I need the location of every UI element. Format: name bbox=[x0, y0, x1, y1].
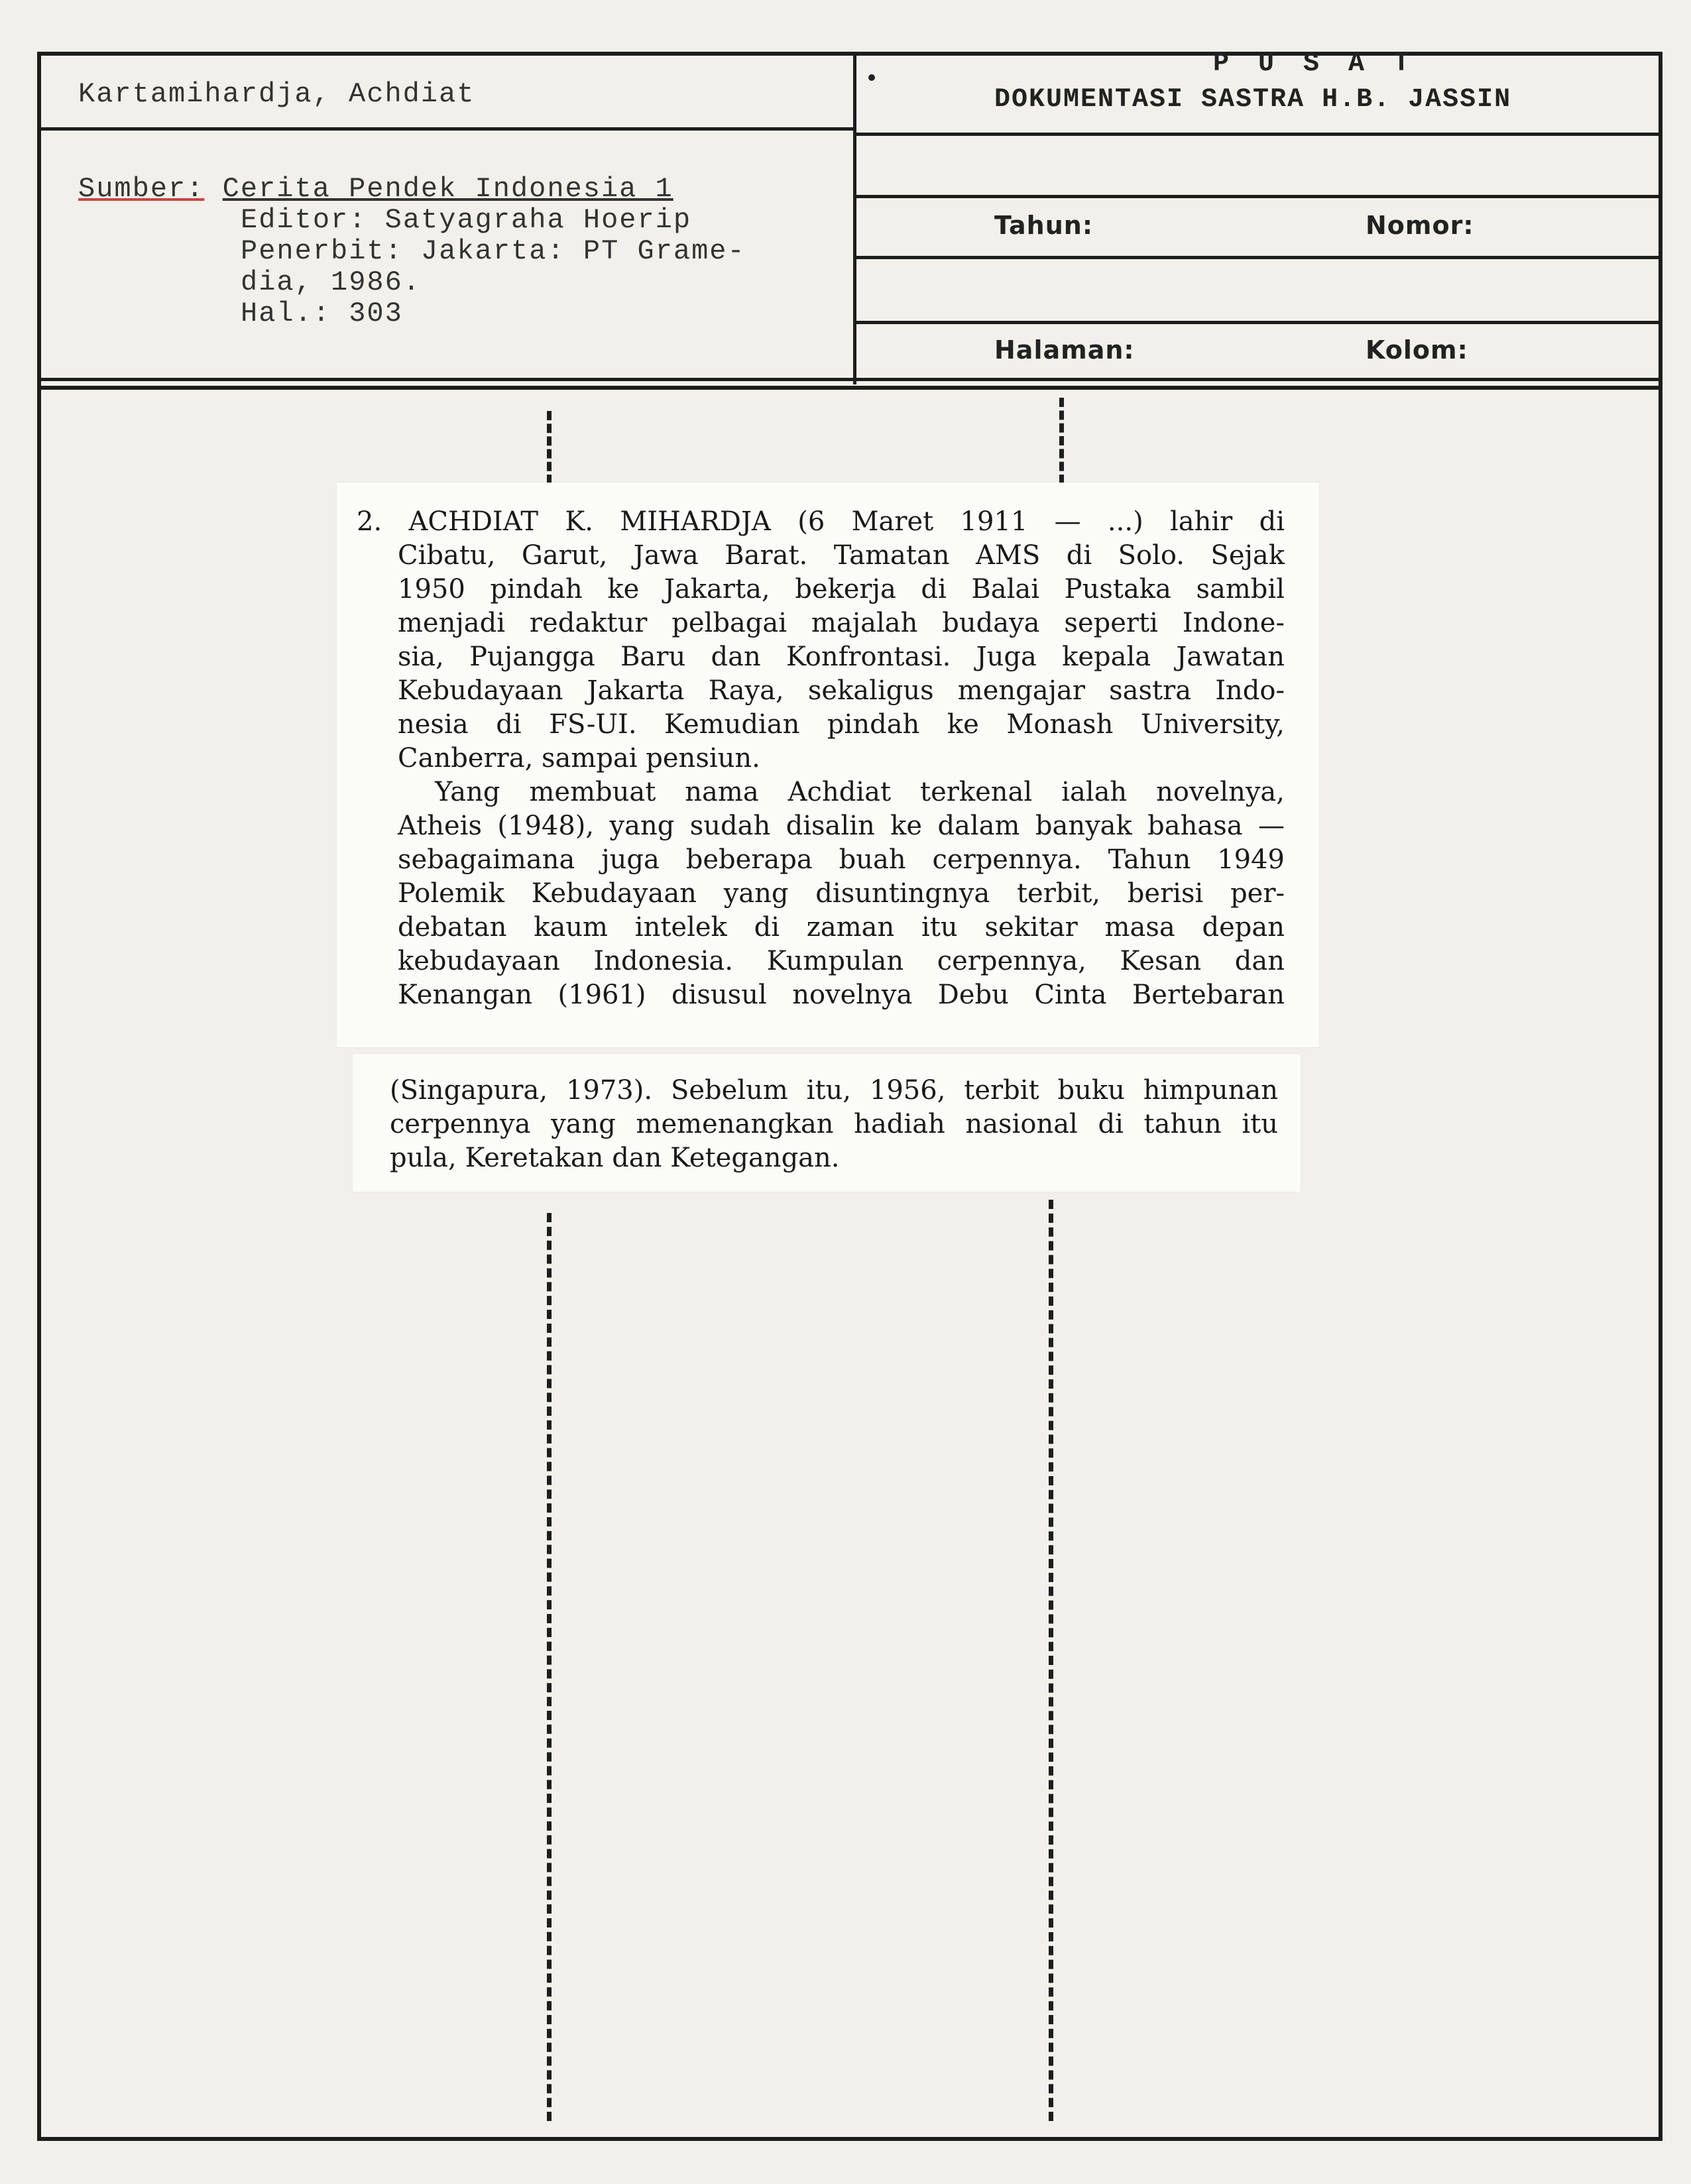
source-publisher-2: dia, 1986. bbox=[241, 266, 422, 298]
clipping-text-1 bbox=[357, 505, 1285, 1012]
clip-line: Kenangan (1961) disusul novelnya Debu Cinta Bertebaran bbox=[398, 980, 1285, 1010]
column-guide-left-top bbox=[547, 411, 556, 484]
field-nomor: Nomor: bbox=[1366, 211, 1474, 240]
source-pages: Hal.: 303 bbox=[241, 298, 403, 329]
clip-line: (Singapura, 1973). Sebelum itu, 1956, terbit buku himpunan bbox=[390, 1075, 1278, 1106]
clip-line: Yang membuat nama Achdiat terkenal ialah novelnya, bbox=[435, 777, 1285, 807]
field-halaman: Halaman: bbox=[994, 335, 1135, 365]
name-rule bbox=[38, 127, 855, 131]
clip-line: Kebudayaan Jakarta Raya, sekaligus mengajar sastra Indo- bbox=[398, 675, 1285, 706]
field-rule-4 bbox=[855, 321, 1661, 324]
clipping-text-2 bbox=[390, 1074, 1278, 1175]
org-line-2: DOKUMENTASI SASTRA H.B. JASSIN bbox=[994, 85, 1512, 115]
source-title: Cerita Pendek Indonesia 1 bbox=[222, 173, 673, 205]
source-line-1 bbox=[78, 174, 746, 205]
clip-line: debatan kaum intelek di zaman itu sekitar masa depan bbox=[398, 912, 1285, 943]
column-guide-left-bottom bbox=[547, 1213, 556, 2121]
clip-line: Canberra, sampai pensiun. bbox=[398, 743, 760, 774]
source-editor: Editor: Satyagraha Hoerip bbox=[241, 204, 692, 236]
source-label: Sumber: bbox=[78, 173, 205, 205]
column-guide-right-bottom bbox=[1049, 1200, 1058, 2121]
clip-line: nesia di FS-UI. Kemudian pindah ke Monash University, bbox=[398, 709, 1285, 740]
source-block bbox=[78, 174, 746, 329]
org-line-1: P U S A T bbox=[1213, 49, 1417, 79]
clip-line: sebagaimana juga beberapa buah cerpennya. Tahun 1949 bbox=[398, 844, 1285, 875]
clip-line: pula, Keretakan dan Ketegangan. bbox=[390, 1143, 840, 1173]
clip-line: 2. ACHDIAT K. MIHARDJA (6 Maret 1911 — ...) lahir di bbox=[357, 506, 1285, 537]
clip-line: Polemik Kebudayaan yang disuntingnya terbit, berisi per- bbox=[398, 878, 1285, 909]
clip-line: sia, Pujangga Baru dan Konfrontasi. Juga kepala Jawatan bbox=[398, 642, 1285, 672]
column-guide-right-top bbox=[1059, 398, 1069, 484]
field-rule-3 bbox=[855, 256, 1661, 259]
clip-line: menjadi redaktur pelbagai majalah budaya seperti Indone- bbox=[398, 608, 1285, 638]
bullet-dot bbox=[868, 74, 875, 81]
field-tahun: Tahun: bbox=[994, 211, 1094, 240]
clip-line: 1950 pindah ke Jakarta, bekerja di Balai Pustaka sambil bbox=[398, 574, 1285, 604]
field-rule-1 bbox=[855, 133, 1661, 136]
field-rule-2 bbox=[855, 195, 1661, 198]
author-name: Kartamihardja, Achdiat bbox=[78, 78, 475, 110]
clip-line: kebudayaan Indonesia. Kumpulan cerpennya, Kesan dan bbox=[398, 946, 1285, 976]
clip-line: cerpennya yang memenangkan hadiah nasional di tahun itu bbox=[390, 1109, 1278, 1139]
clip-line: Atheis (1948), yang sudah disalin ke dalam banyak bahasa — bbox=[398, 811, 1285, 841]
clip-line: Cibatu, Garut, Jawa Barat. Tamatan AMS di Solo. Sejak bbox=[398, 540, 1285, 571]
clipping-main bbox=[337, 483, 1319, 1047]
header-divider bbox=[853, 53, 856, 384]
field-kolom: Kolom: bbox=[1366, 335, 1468, 365]
clipping-continuation bbox=[353, 1054, 1301, 1192]
source-publisher-1: Penerbit: Jakarta: PT Grame- bbox=[241, 235, 746, 267]
